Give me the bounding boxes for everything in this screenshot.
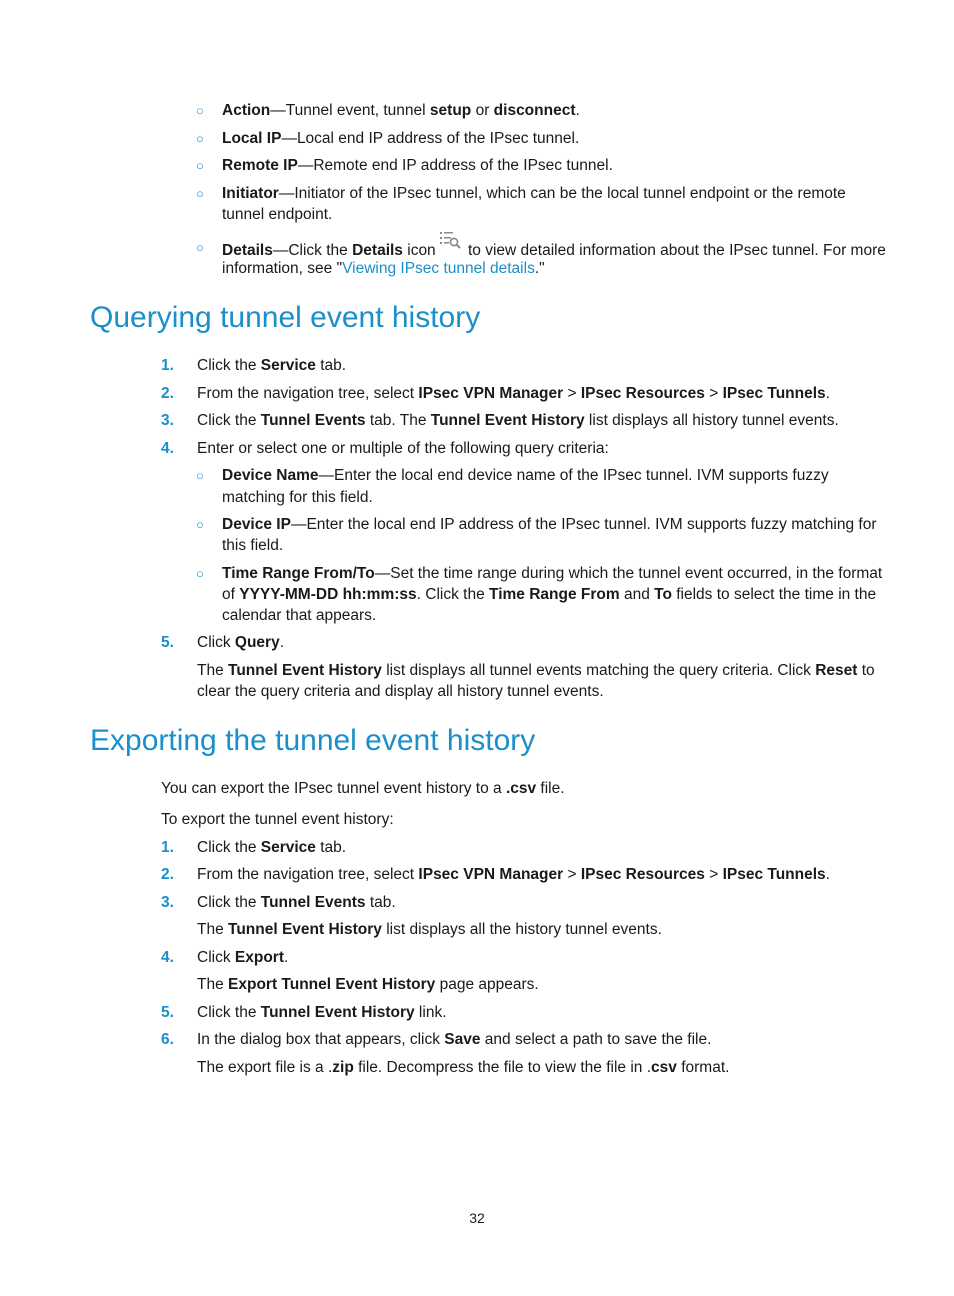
step-number: 3. [161,412,174,429]
query-step-5: Click Query. [197,634,285,651]
criteria-device-ip: Device IP—Enter the local end IP address of the IPsec tunnel. IVM supports fuzzy matching for [222,516,877,533]
bullet-details-cont: information, see "Viewing IPsec tunnel details." [222,260,545,277]
section-heading-exporting: Exporting the tunnel event history [90,724,536,757]
query-step-2: From the navigation tree, select IPsec VPN Manager > IPsec Resources > IPsec Tunnels. [197,385,830,402]
step-number: 1. [161,357,174,374]
bullet-marker: ○ [196,103,204,118]
query-step-1: Click the Service tab. [197,357,347,374]
bullet-details: Details—Click the Details icon to view detailed information about the IPsec tunnel. For more [222,237,886,261]
export-step-4-note: The Export Tunnel Event History page appears. [197,976,539,993]
bullet-marker: ○ [196,468,204,483]
bullet-local-ip: Local IP—Local end IP address of the IPsec tunnel. [222,130,580,147]
export-step-3: Click the Tunnel Events tab. [197,894,396,911]
export-step-2: From the navigation tree, select IPsec VPN Manager > IPsec Resources > IPsec Tunnels. [197,866,830,883]
export-step-1: Click the Service tab. [197,839,347,856]
bullet-marker: ○ [196,240,204,255]
bullet-marker: ○ [196,566,204,581]
step-number: 2. [161,385,174,402]
criteria-time-range: Time Range From/To—Set the time range during which the tunnel event occurred, in the format [222,565,883,582]
query-result-text-cont: clear the query criteria and display all history tunnel events. [197,683,604,700]
step-number: 4. [161,949,174,966]
query-step-3: Click the Tunnel Events tab. The Tunnel Event History list displays all history tunnel events. [197,412,839,429]
section-heading-querying: Querying tunnel event history [90,301,481,334]
page-number: 32 [469,1210,485,1226]
criteria-device-name: Device Name—Enter the local end device name of the IPsec tunnel. IVM supports fuzzy [222,467,829,484]
bullet-marker: ○ [196,158,204,173]
export-intro-2: To export the tunnel event history: [161,811,394,828]
export-step-4: Click Export. [197,949,289,966]
details-icon [439,230,461,250]
export-step-5: Click the Tunnel Event History link. [197,1004,447,1021]
step-number: 3. [161,894,174,911]
bullet-initiator-cont: tunnel endpoint. [222,206,333,223]
criteria-device-name-cont: matching for this field. [222,489,373,506]
bullet-marker: ○ [196,131,204,146]
export-intro: You can export the IPsec tunnel event history to a .csv file. [161,780,565,797]
bullet-remote-ip: Remote IP—Remote end IP address of the IPsec tunnel. [222,157,613,174]
step-number: 1. [161,839,174,856]
step-number: 5. [161,634,174,651]
criteria-time-range-cont: of YYYY-MM-DD hh:mm:ss. Click the Time Range From and To fields to select the time in the [222,586,877,603]
viewing-ipsec-tunnel-details-link[interactable]: Viewing IPsec tunnel details [342,260,535,277]
bullet-marker: ○ [196,517,204,532]
query-step-4: Enter or select one or multiple of the following query criteria: [197,440,609,457]
criteria-time-range-cont2: calendar that appears. [222,607,377,624]
bullet-action: Action—Tunnel event, tunnel setup or disconnect. [222,102,580,119]
criteria-device-ip-cont: this field. [222,537,284,554]
query-result-text: The Tunnel Event History list displays all tunnel events matching the query criteria. Click Reset to [197,662,875,679]
step-number: 2. [161,866,174,883]
bullet-initiator: Initiator—Initiator of the IPsec tunnel, which can be the local tunnel endpoint or the remote [222,185,846,202]
bullet-marker: ○ [196,186,204,201]
export-step-6: In the dialog box that appears, click Save and select a path to save the file. [197,1031,712,1048]
step-number: 4. [161,440,174,457]
export-step-3-note: The Tunnel Event History list displays all the history tunnel events. [197,921,662,938]
step-number: 6. [161,1031,174,1048]
export-step-6-note: The export file is a .zip file. Decompress the file to view the file in .csv format. [197,1059,730,1076]
step-number: 5. [161,1004,174,1021]
